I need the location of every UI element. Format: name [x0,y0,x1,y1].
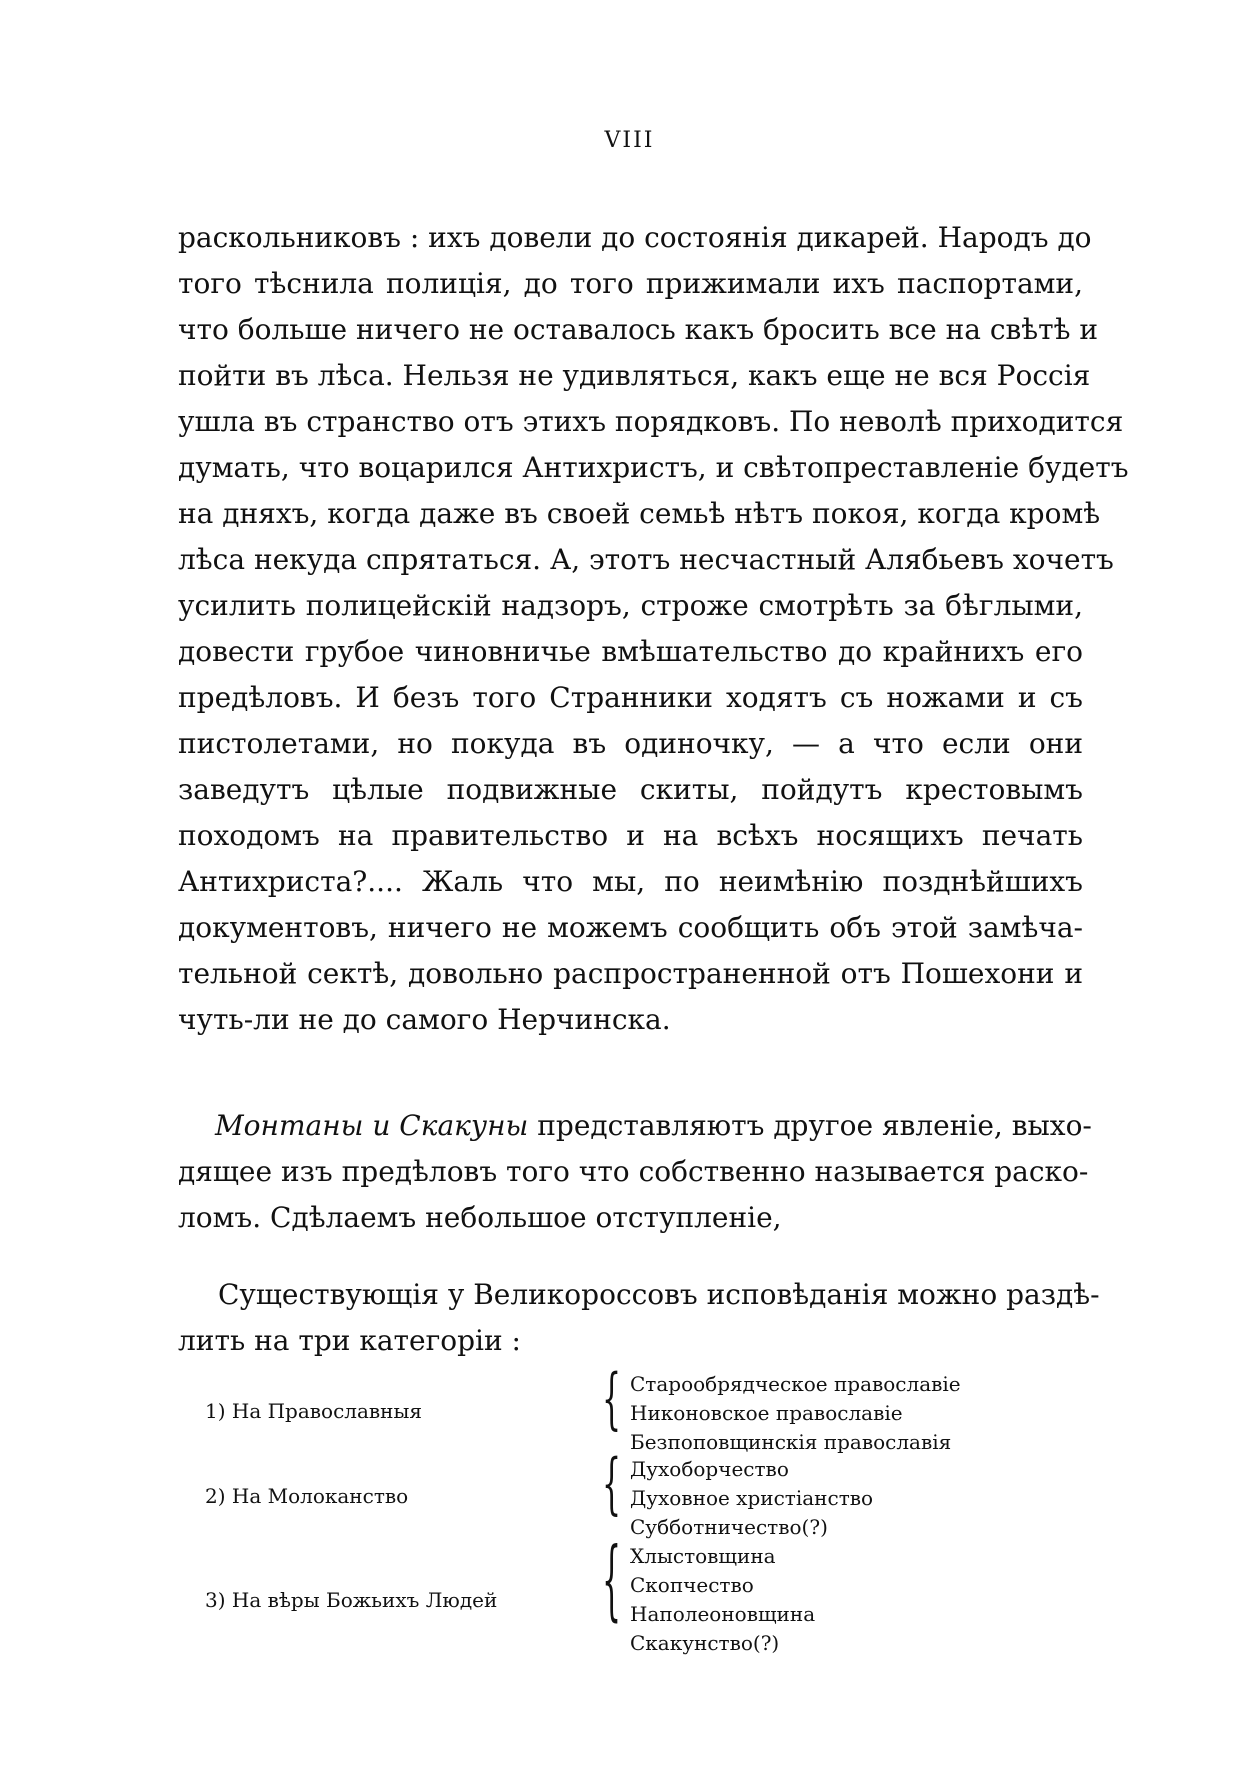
category-items [630,1542,815,1658]
text-line: пистолетами, но покуда въ одиночку, — а что если они [178,727,1083,760]
brace-icon: { [602,1531,622,1633]
italic-lead: Монтаны и Скакуны [215,1109,529,1142]
list-item: Скакунство(?) [630,1631,780,1655]
text-line: лить на три категоріи : [178,1324,521,1357]
list-item: Старообрядческое православіе [630,1372,961,1396]
text-line: документовъ, ничего не можемъ сообщить объ этой замѣча- [178,911,1083,944]
list-item: Хлыстовщина [630,1544,776,1568]
category-items [630,1370,961,1457]
text-line: того тѣснила полиція, до того прижимали ихъ паспортами, [178,267,1083,300]
category-label: 1) На Православныя [205,1399,423,1423]
category-label: 2) На Молоканство [205,1484,409,1508]
text-line: на дняхъ, когда даже въ своей семьѣ нѣтъ покоя, когда кромѣ [178,497,1101,530]
text-line: лѣса некуда спрятаться. А, этотъ несчастный Алябьевъ хочетъ [178,543,1114,576]
text-line: тельной сектѣ, довольно распространенной отъ Пошехони и [178,957,1083,990]
text-line: раскольниковъ : ихъ довели до состоянія дикарей. Народъ до [178,221,1092,254]
text-line: дящее изъ предѣловъ того что собственно называется раско- [178,1155,1089,1188]
text-line: пойти въ лѣса. Нельзя не удивляться, какъ еще не вся Россія [178,359,1091,392]
paragraph-2 [178,1103,1092,1241]
list-item: Никоновское православіе [630,1401,903,1425]
list-item: Наполеоновщина [630,1602,816,1626]
brace-icon: { [602,1361,622,1439]
text-line: Существующія у Великороссовъ исповѣданія можно раздѣ- [218,1278,1100,1311]
text-line: предѣловъ. И безъ того Странники ходятъ съ ножами и съ [178,681,1083,714]
text-line: походомъ на правительство и на всѣхъ носящихъ печать [178,819,1083,852]
text-line: довести грубое чиновничье вмѣшательство до крайнихъ его [178,635,1083,668]
text-line: думать, что воцарился Антихристъ, и свѣтопреставленіе будетъ [178,451,1129,484]
page-number: VIII [604,128,655,153]
list-item: Субботничество(?) [630,1515,828,1539]
paragraph-1 [178,215,1129,1043]
text-line: Антихриста?.... Жаль что мы, по неимѣнію позднѣйшихъ [178,865,1083,898]
text-line: чуть-ли не до самого Нерчинска. [178,1003,671,1036]
text-line: усилить полицейскій надзоръ, строже смотрѣть за бѣглыми, [178,589,1083,622]
text-line: заведутъ цѣлые подвижные скиты, пойдутъ крестовымъ [178,773,1083,806]
text-line: что больше ничего не оставалось какъ бросить все на свѣтѣ и [178,313,1099,346]
brace-icon: { [602,1446,622,1524]
category-items [630,1455,873,1542]
list-item: Духовное христіанство [630,1486,874,1510]
list-item: Безпоповщинскія православія [630,1430,952,1454]
list-item: Духоборчество [630,1457,789,1481]
list-item: Скопчество [630,1573,754,1597]
text-line [215,1103,1092,1149]
text-line: ушла въ странство отъ этихъ порядковъ. По неволѣ приходится [178,405,1124,438]
text-run: представляютъ другое явленіе, выхо- [528,1109,1092,1142]
text-line: ломъ. Сдѣлаемъ небольшое отступленіе, [178,1201,782,1234]
category-label: 3) На вѣры Божьихъ Людей [205,1588,498,1612]
paragraph-3 [178,1272,1100,1364]
